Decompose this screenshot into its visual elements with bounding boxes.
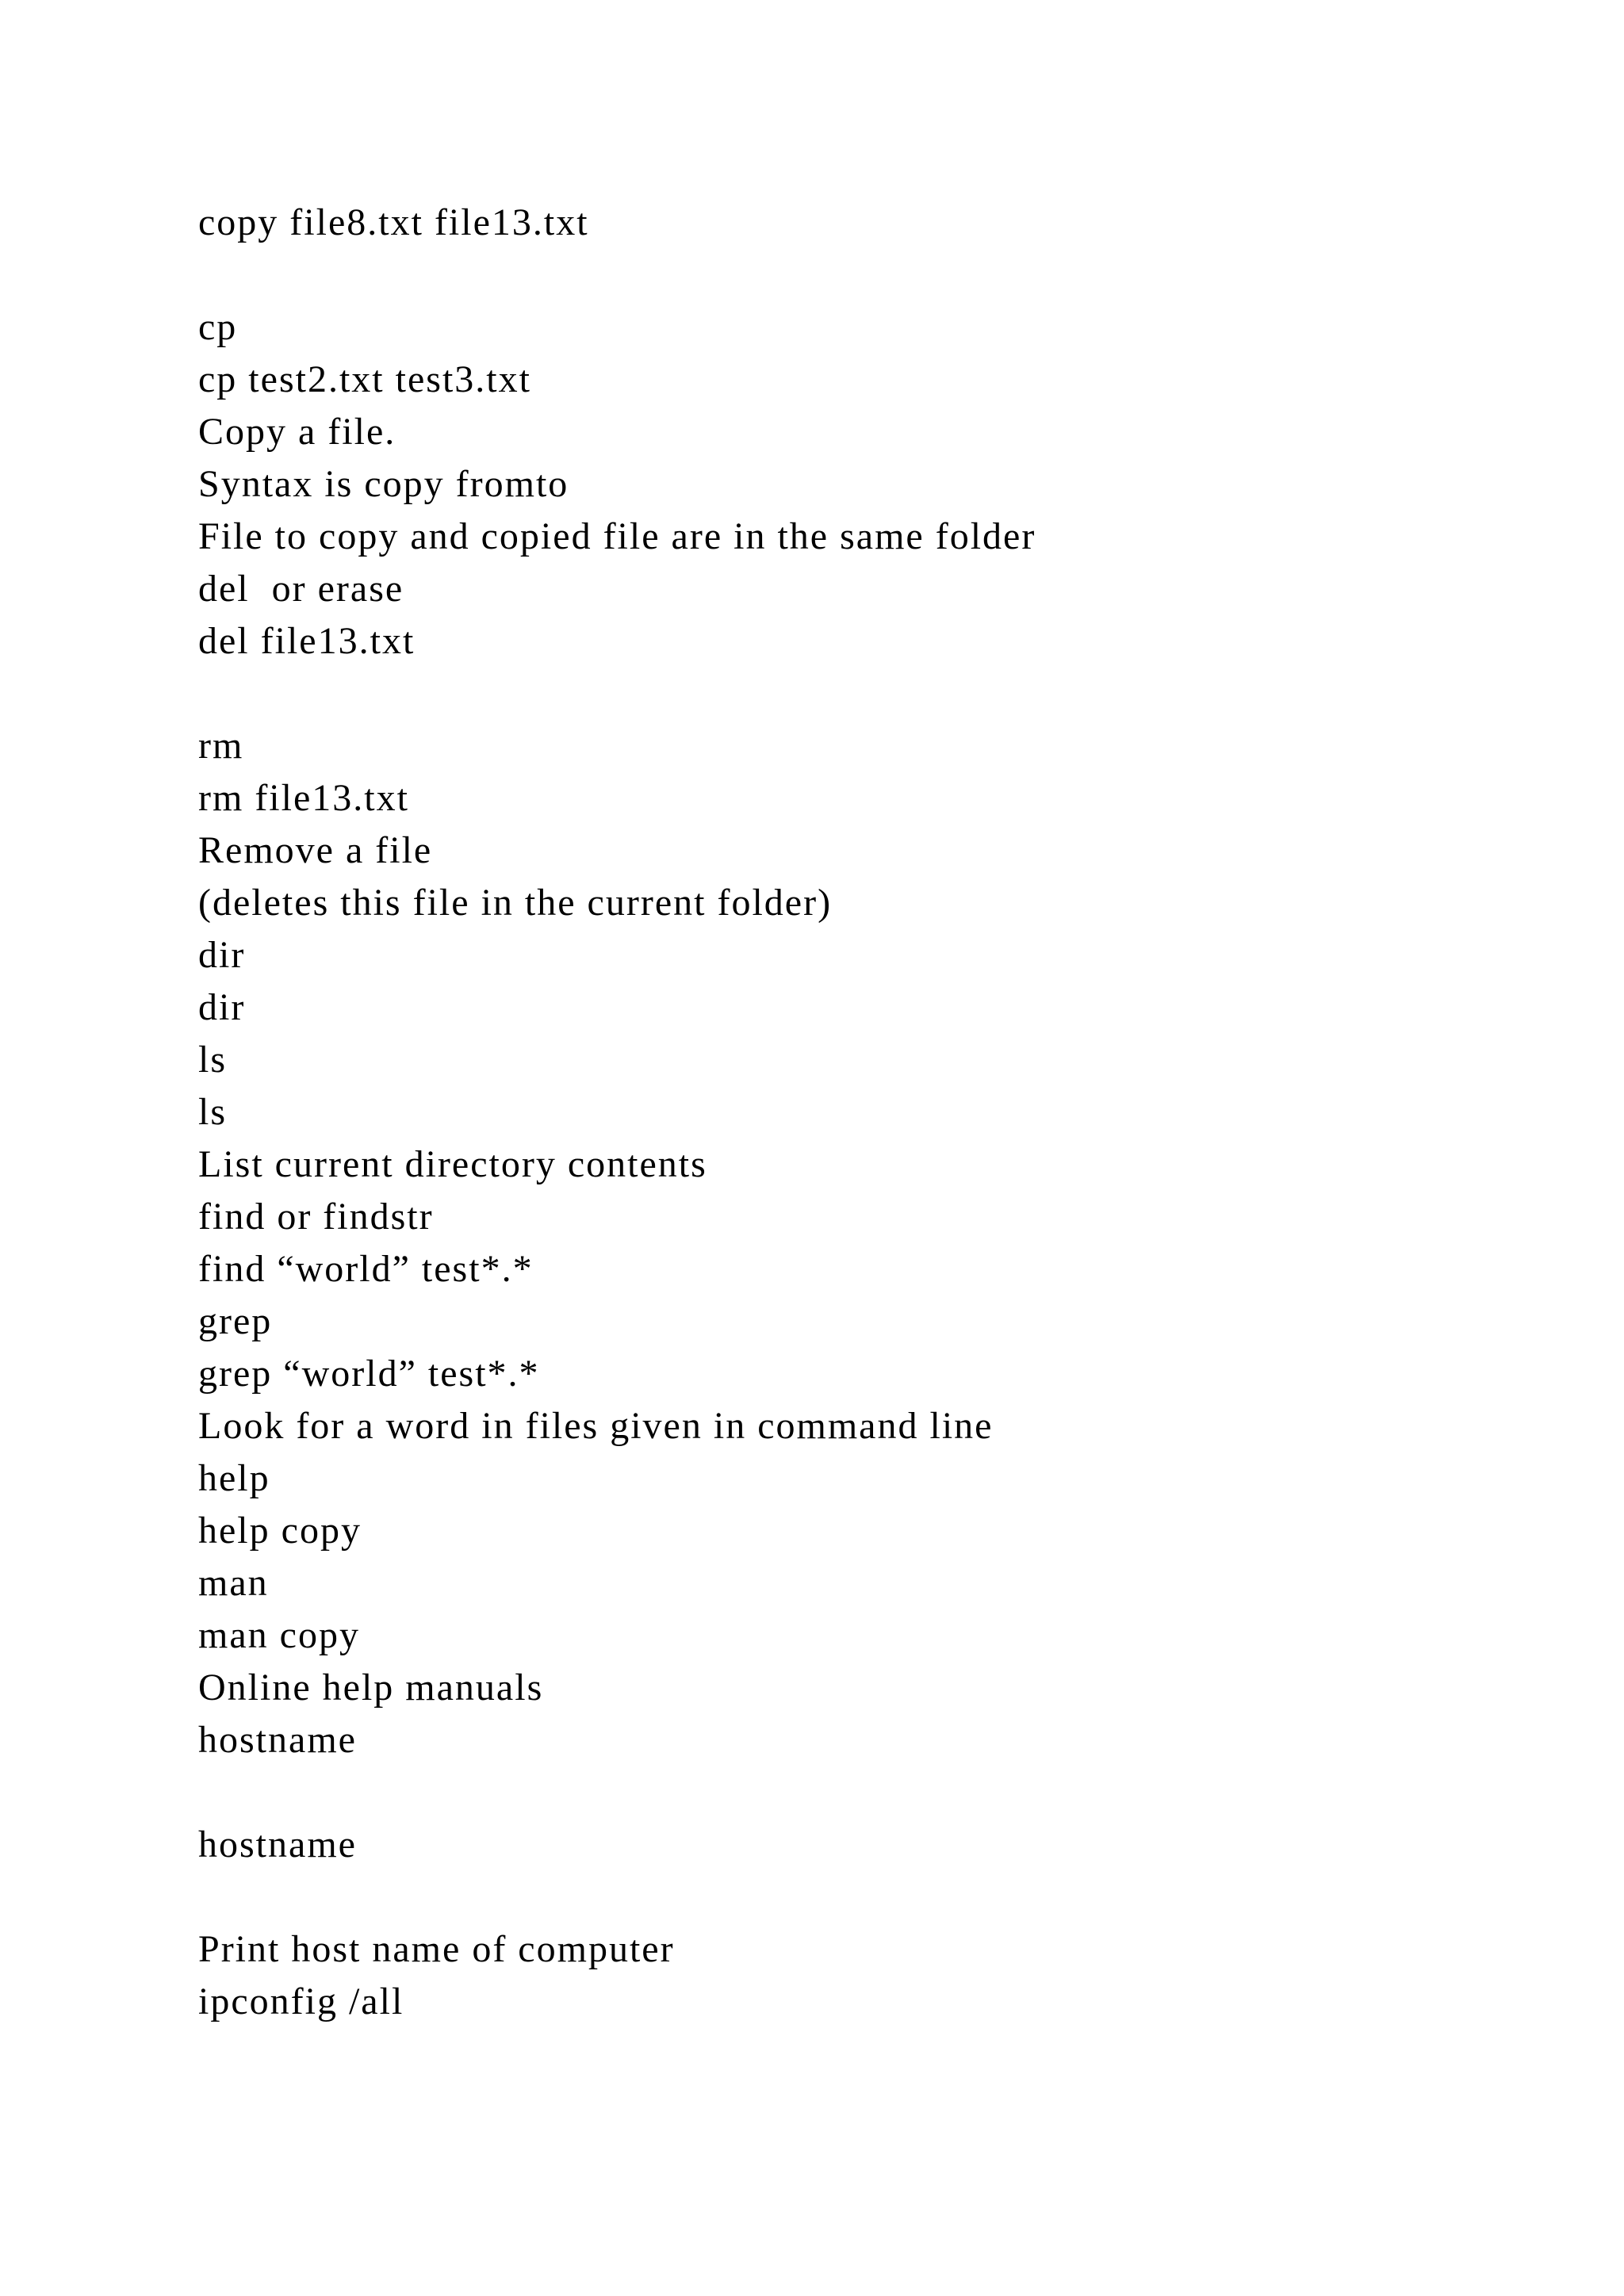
text-line: grep <box>198 1300 273 1342</box>
text-line: find or findstr <box>198 1196 434 1238</box>
blank-line <box>198 668 1507 720</box>
text-line: copy file8.txt file13.txt <box>198 201 589 243</box>
text-line: (deletes this file in the current folder) <box>198 882 833 924</box>
text-line: Copy a file. <box>198 411 396 453</box>
text-line: help <box>198 1457 270 1499</box>
text-line: ls <box>198 1091 228 1133</box>
text-line: cp <box>198 306 238 348</box>
text-line: man copy <box>198 1614 360 1656</box>
text-line: ipconfig /all <box>198 1980 404 2022</box>
text-line: File to copy and copied file are in the same folder <box>198 515 1036 557</box>
document-body <box>198 197 1507 2028</box>
text-line: del or erase <box>198 568 404 610</box>
text-line: man <box>198 1562 269 1604</box>
text-line: rm file13.txt <box>198 777 409 819</box>
text-line: cp test2.txt test3.txt <box>198 358 531 400</box>
text-line: help copy <box>198 1510 362 1552</box>
text-line: find “world” test*.* <box>198 1248 534 1290</box>
text-line: Syntax is copy fromto <box>198 463 569 505</box>
text-line: List current directory contents <box>198 1143 707 1185</box>
blank-line <box>198 1766 1507 1819</box>
text-line: hostname <box>198 1823 357 1866</box>
text-line: Look for a word in files given in command line <box>198 1405 994 1447</box>
text-line: grep “world” test*.* <box>198 1353 540 1395</box>
text-line: dir <box>198 934 246 976</box>
blank-line <box>198 249 1507 301</box>
text-line: dir <box>198 986 246 1028</box>
text-line: Remove a file <box>198 829 433 871</box>
text-line: Online help manuals <box>198 1667 544 1709</box>
text-line: rm <box>198 725 244 767</box>
text-line: Print host name of computer <box>198 1928 675 1970</box>
text-line: hostname <box>198 1719 357 1761</box>
blank-line <box>198 1871 1507 1923</box>
text-line: ls <box>198 1039 228 1081</box>
text-line: del file13.txt <box>198 620 416 662</box>
